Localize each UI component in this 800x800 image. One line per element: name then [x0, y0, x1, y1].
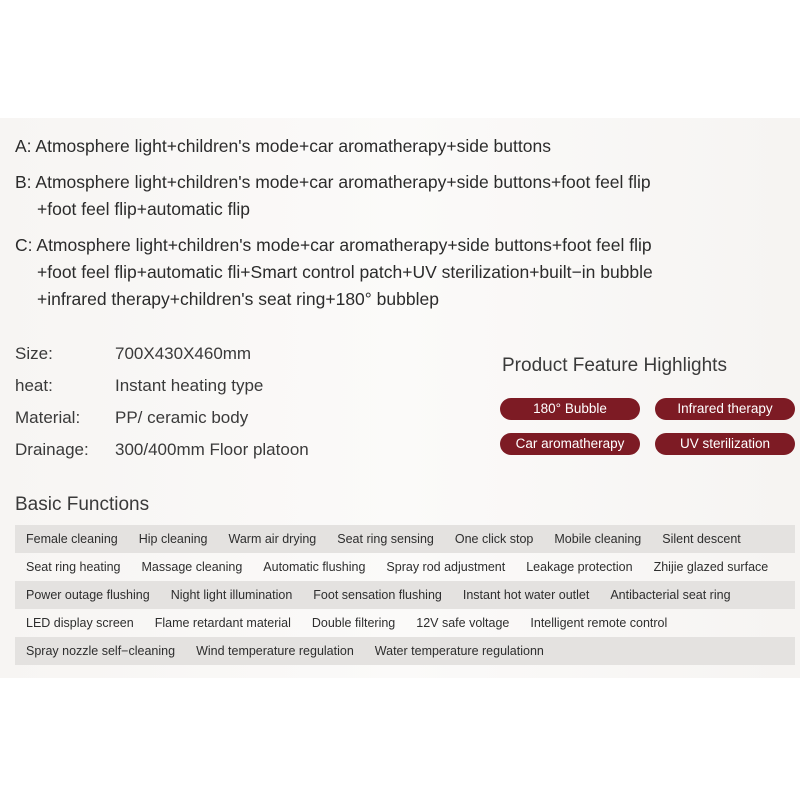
- highlight-pill: Infrared therapy: [655, 398, 795, 420]
- function-row: [15, 553, 795, 581]
- function-item: Instant hot water outlet: [462, 588, 590, 602]
- basic-functions-title: Basic Functions: [15, 494, 150, 515]
- option-b-line: B: Atmosphere light+children's mode+car aromatherapy+side buttons+foot feel flip: [15, 172, 651, 192]
- function-item: Seat ring heating: [26, 560, 121, 574]
- spec-label: Size:: [15, 344, 53, 363]
- highlight-pill: 180° Bubble: [500, 398, 640, 420]
- function-item: Intelligent remote control: [530, 616, 668, 630]
- function-item: Automatic flushing: [263, 560, 366, 574]
- spec-label: heat:: [15, 376, 53, 395]
- function-item: Seat ring sensing: [337, 532, 434, 546]
- option-c: [15, 232, 653, 313]
- option-c-line: C: Atmosphere light+children's mode+car aromatherapy+side buttons+foot feel flip: [15, 235, 652, 255]
- spec-label: Drainage:: [15, 440, 89, 459]
- spec-drainage: [15, 439, 309, 461]
- function-item: Zhijie glazed surface: [653, 560, 769, 574]
- function-item: Female cleaning: [26, 532, 118, 546]
- function-item: Mobile cleaning: [554, 532, 642, 546]
- function-item: Power outage flushing: [26, 588, 150, 602]
- function-row: [15, 525, 795, 553]
- function-item: Massage cleaning: [141, 560, 243, 574]
- function-row: [15, 637, 795, 665]
- option-c-line: +foot feel flip+automatic fli+Smart control patch+UV sterilization+built−in bubble: [37, 262, 653, 282]
- spec-value: 700X430X460mm: [115, 344, 252, 363]
- function-item: Flame retardant material: [154, 616, 291, 630]
- option-b: [15, 169, 651, 223]
- spec-material: [15, 407, 248, 429]
- option-a: [15, 133, 551, 160]
- spec-value: PP/ ceramic body: [115, 408, 249, 427]
- option-b-line: +foot feel flip+automatic flip: [37, 199, 251, 219]
- function-item: Spray rod adjustment: [386, 560, 506, 574]
- function-row: [15, 581, 795, 609]
- function-item: Spray nozzle self−cleaning: [26, 644, 176, 658]
- highlight-pill: UV sterilization: [655, 433, 795, 455]
- function-item: Hip cleaning: [138, 532, 208, 546]
- highlights-title: Product Feature Highlights: [502, 355, 727, 376]
- function-item: Night light illumination: [170, 588, 293, 602]
- function-item: Foot sensation flushing: [313, 588, 442, 602]
- spec-label: Material:: [15, 408, 81, 427]
- function-item: Antibacterial seat ring: [610, 588, 731, 602]
- spec-value: 300/400mm Floor platoon: [115, 440, 309, 459]
- function-item: LED display screen: [26, 616, 134, 630]
- function-row: [15, 609, 795, 637]
- function-item: Warm air drying: [228, 532, 317, 546]
- function-item: 12V safe voltage: [416, 616, 510, 630]
- function-item: Silent descent: [662, 532, 741, 546]
- spec-value: Instant heating type: [115, 376, 264, 395]
- function-item: Double filtering: [311, 616, 396, 630]
- function-item: Water temperature regulationn: [374, 644, 544, 658]
- option-a-line: A: Atmosphere light+children's mode+car aromatherapy+side buttons: [15, 136, 551, 156]
- spec-size: [15, 343, 251, 365]
- function-item: One click stop: [454, 532, 534, 546]
- function-item: Wind temperature regulation: [196, 644, 354, 658]
- option-c-line: +infrared therapy+children's seat ring+180° bubblep: [37, 289, 439, 309]
- function-item: Leakage protection: [526, 560, 633, 574]
- spec-heat: [15, 375, 263, 397]
- highlight-pill: Car aromatherapy: [500, 433, 640, 455]
